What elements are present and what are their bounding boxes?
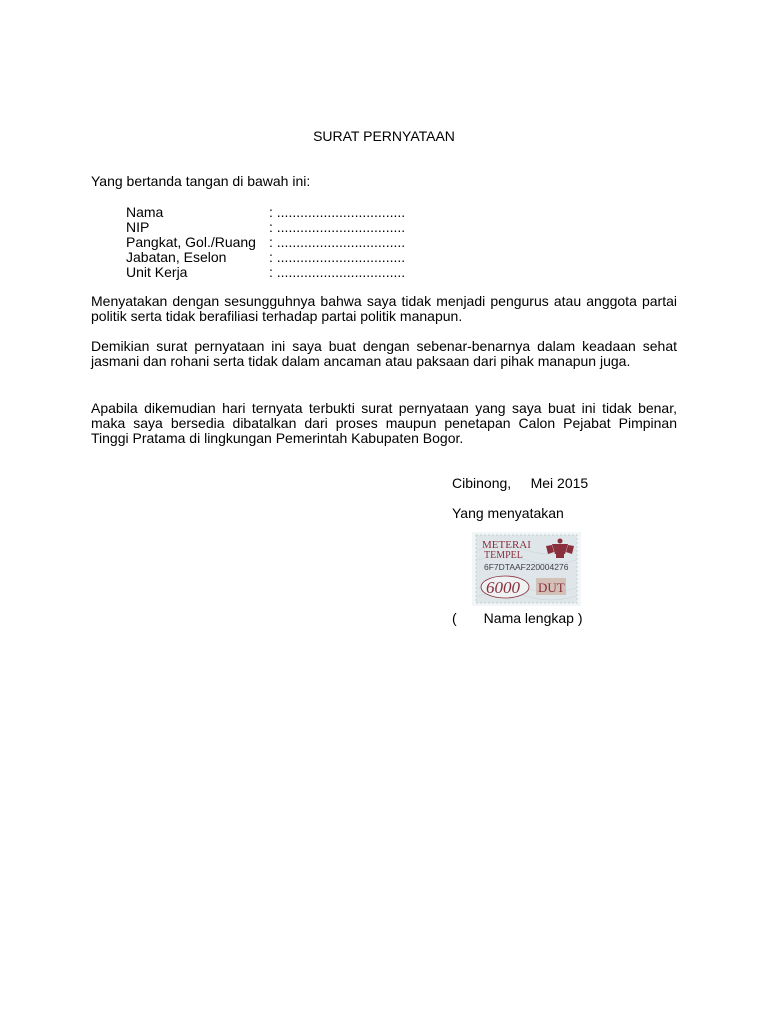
name-placeholder-line — [452, 611, 583, 626]
field-label: Jabatan, Eselon — [126, 249, 227, 265]
intro-text: Yang bertanda tangan di bawah ini: — [91, 173, 311, 189]
stamp-line1: METERAI — [482, 539, 531, 551]
field-value: : ................................. — [269, 264, 406, 280]
stamp-value: 6000 — [486, 578, 520, 597]
field-label: Pangkat, Gol./Ruang — [126, 234, 256, 250]
place-date — [452, 476, 588, 491]
document-title: SURAT PERNYATAAN — [313, 128, 455, 144]
field-label: Unit Kerja — [126, 264, 188, 280]
place-text: Cibinong, — [452, 475, 512, 491]
stamp-serial: 6F7DTAAF220004276 — [484, 562, 569, 572]
field-row-nip — [126, 220, 405, 235]
signer-label: Yang menyatakan — [452, 505, 564, 521]
open-paren: ( — [452, 610, 457, 626]
date-text: Mei 2015 — [530, 475, 589, 491]
field-row-nama — [126, 205, 405, 220]
identity-fields — [126, 205, 405, 280]
stamp-value-small: DUT — [538, 580, 565, 595]
statement-paragraph: Menyatakan dengan sesungguhnya bahwa saya tidak menjadi pengurus atau anggota partai politik serta tidak berafiliasi terhadap partai politik manapun. — [91, 293, 677, 324]
stamp-line2: TEMPEL — [484, 550, 523, 561]
field-label: NIP — [126, 219, 150, 235]
field-value: : ................................. — [269, 219, 406, 235]
name-placeholder: Nama lengkap ) — [483, 610, 583, 626]
field-label: Nama — [126, 204, 164, 220]
field-value: : ................................. — [269, 234, 406, 250]
declaration-paragraph: Demikian surat pernyataan ini saya buat dengan sebenar-benarnya dalam keadaan sehat jasmani dan rohani serta tidak dalam ancaman atau paksaan dari pihak manapun juga. — [91, 338, 677, 369]
consequence-paragraph: Apabila dikemudian hari ternyata terbukti surat pernyataan yang saya buat ini tidak benar, maka saya bersedia dibatalkan dari proses maupun penetapan Calon Pejabat Pimpinan Tinggi Pratama di lingkungan Pemerintah Kabupaten Bogor. — [91, 400, 677, 446]
stamp-graphic — [472, 532, 581, 606]
field-value: : ................................. — [269, 249, 406, 265]
meterai-stamp — [472, 532, 581, 606]
field-value: : ................................. — [269, 204, 406, 220]
field-row-unit-kerja — [126, 265, 405, 280]
field-row-jabatan — [126, 250, 405, 265]
field-row-pangkat — [126, 235, 405, 250]
